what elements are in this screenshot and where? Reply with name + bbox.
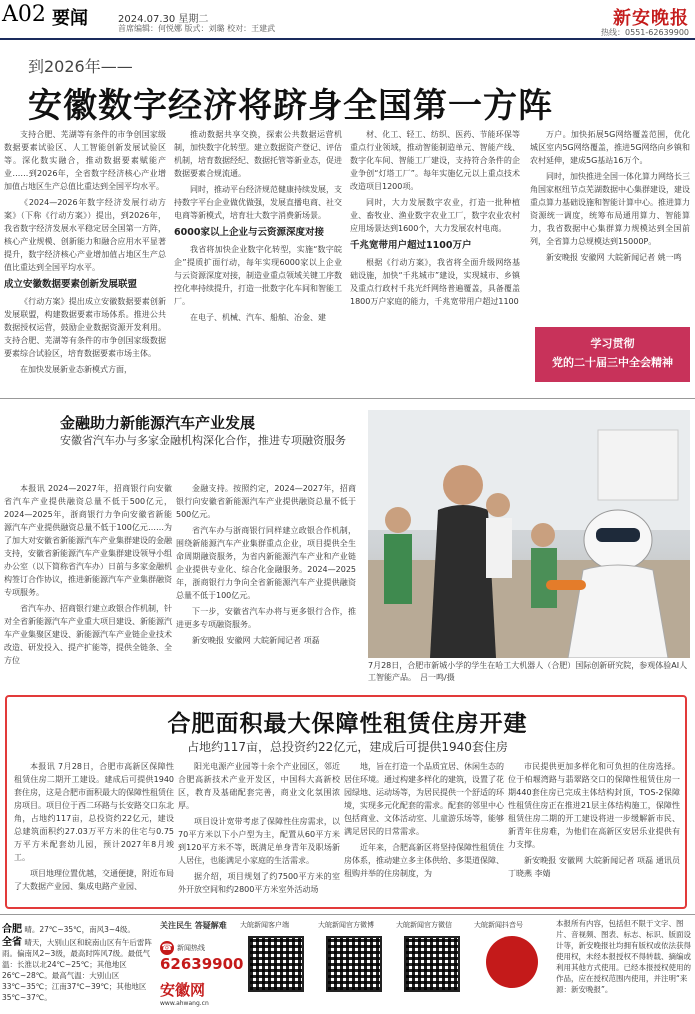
- paragraph: 地，旨在打造一个品质宜居、休闲生态的居住环境。通过构建多样化的建筑，设置了花园绿地、运动场等，为居民提供一个舒适的环境，实现多元化配套的需求。配套的邻里中心包括商业、文体活动室、儿童游乐场等，能够满足居民的日常需求。: [344, 762, 504, 836]
- qr-block-2: [318, 920, 394, 992]
- follow-text: 关注民生 答疑解难: [160, 921, 227, 930]
- paragraph: 项目地理位置优越，交通便捷，附近布局了大数据产业园、集成电路产业园、: [14, 869, 174, 891]
- byline: 新安晚报 安徽网 大皖新闻记者 项磊: [192, 636, 320, 645]
- hotline-number: 62639900: [160, 955, 244, 973]
- promo-banner: [535, 327, 690, 382]
- paragraph: 本报讯 7月28日，合肥市高新区保障性租赁住房二期开工建设。建成后可提供1940套住房，这是合肥市面积最大的保障性租赁住房项目。项目位于西二环路与长安路交口东北角，占地约117亩，总投资约22亿元，建设总建筑面积约27.03万平方米的住宅与0.75万平方米配套幼儿园，预计2027年8月竣工。: [14, 762, 174, 862]
- weather-city-hefei: 合肥: [2, 924, 22, 935]
- brand-url: www.ahwang.cn: [160, 1000, 209, 1007]
- header-rule: [0, 38, 695, 40]
- story1-kicker: 到2026年——: [28, 57, 133, 76]
- qr-block-4: [474, 920, 554, 988]
- paragraph: 万户。加快拓展5G网络覆盖范围，优化城区室内5G网络覆盖，推进5G网络向乡镇和农村延伸，建成5G基站16万个。: [530, 130, 690, 165]
- story3-column-2: [178, 760, 340, 905]
- paragraph: 《2024—2026年数字经济发展行动方案》（下称《行动方案》）提出，到2026年，我省数字经济发展水平稳定居全国第一方阵，核心产业规模、创新能力和融合应用水平显著提升，数字经济核心产业增加值占地区生产总值比重达到全国平均水平。: [4, 198, 166, 272]
- qr-code-icon: [248, 936, 304, 992]
- paragraph: 据介绍，项目规划了约7500平方米的室外开放空间和约2800平方米室外活动场: [178, 872, 340, 894]
- story3-column-3: [344, 760, 504, 905]
- news-photo: [368, 410, 690, 658]
- story2-column-2: [176, 482, 356, 686]
- paragraph: 下一步，安徽省汽车办将与更多银行合作，推进更多专项融资服务。: [176, 607, 356, 629]
- section-divider: [0, 398, 695, 399]
- hotline-label: 新闻热线: [177, 944, 205, 952]
- qr-code-icon: [326, 936, 382, 992]
- paragraph: 在加快发展新业态新模式方面，: [20, 365, 132, 374]
- story1-column-2: [174, 128, 342, 390]
- story1-subhead-3: 千兆宽带用户超过1100万户: [350, 240, 472, 251]
- paragraph: 市民提供更加多样化和可负担的住房选择。位于柏堰湾路与翡翠路交口的保障性租赁住房一期440套住房已完成主体结构封顶，TOS-2保障性租赁住房正在推进21层主体结构施工，保障性租赁住房二期的开工建设将进一步缓解新市民、新青年住房难，为他们在高新区安居乐业提供有力支撑。: [508, 762, 680, 849]
- page-number: A02: [2, 2, 46, 27]
- photo-caption: 7月28日，合肥市新城小学的学生在哈工大机器人（合肥）国际创新研究院，参观体验AI人工智能产品。 吕一鸣/摄: [368, 661, 688, 682]
- copyright-notice: 本报所有内容，包括但不限于文字、图片、音视频、图表、标志、标识、版面设计等，新安晚报社均拥有版权或依法获得使用权，未经本报授权不得转载、摘编或利用其他方式使用。已经本报授权使用的作品，应在授权范围内使用，并注明“来源：新安晚报”。: [556, 919, 691, 994]
- qr-label-2: 大皖新闻官方微博: [318, 921, 374, 929]
- promo-line-2: 党的二十届三中全会精神: [552, 356, 673, 369]
- story1-column-4: [530, 128, 690, 324]
- paragraph: 根据《行动方案》，我省将全面升级网络基础设施，加快“千兆城市”建设，实现城市、乡镇及重点行政村千兆光纤网络普遍覆盖，具备覆盖1800万户家庭的能力，千兆宽带用户超过1100: [350, 258, 520, 306]
- story2-headline: 金融助力新能源汽车产业发展: [60, 414, 256, 432]
- robot-and-children-illustration: [368, 410, 690, 658]
- promo-line-1: 学习贯彻: [590, 337, 635, 350]
- section-title: 要闻: [52, 8, 88, 29]
- qr-label-4: 大皖新闻抖音号: [474, 921, 523, 929]
- paragraph: 我省将加快企业数字化转型，实施“数字皖企”提质扩面行动，每年实现6000家以上企业与云资源深度对接，制造业重点领域关键工序数控化率持续提升，打造一批数字化车间和智能工厂。: [174, 245, 342, 306]
- paragraph: 在电子、机械、汽车、船舶、冶金、建: [190, 313, 326, 322]
- story1-headline: 安徽数字经济将跻身全国第一方阵: [28, 86, 553, 126]
- paragraph: 支持合肥、芜湖等有条件的市争创国家级数据要素试验区、人工智能创新发展试验区等。深化数实融合，推动数据要素赋能产业……到2026年，全省数字经济核心产业增加值占地区生产总值比重达到全国平均水平。: [4, 130, 166, 191]
- paragraph: 项目设计宽带考虑了保障性住房需求，以70平方米以下小户型为主，配置从60平方米到120平方米不等，既满足单身青年及职场新人居住，也能满足小家庭的生活需求。: [178, 817, 340, 865]
- mascot-logo-icon: [486, 936, 538, 988]
- qr-code-icon: [404, 936, 460, 992]
- newspaper-logo: 新安晚报: [613, 8, 689, 29]
- qr-block-3: [396, 920, 472, 992]
- paragraph: 省汽车办、招商银行建立政银合作机制，针对全省新能源汽车产业重大项目建设、新能源汽车产业集聚区建设、新能源汽车产业链企业技术改造、研发投入、提产扩能等，提供全链条、全方位: [4, 604, 172, 665]
- page-header: [0, 0, 695, 40]
- weather-city-province: 全省: [2, 937, 22, 948]
- story3-column-1: [14, 760, 174, 905]
- story3-column-4: [508, 760, 680, 905]
- story2-subhead: 安徽省汽车办与多家金融机构深化合作，推进专项融资服务: [60, 434, 346, 447]
- story1-column-1: [4, 128, 166, 390]
- paragraph: 本报讯 2024—2027年，招商银行向安徽省汽车产业提供融资总量不低于500亿元，2024—2025年，浙商银行力争向安徽省新能源汽车产业提供融资总量不低于100亿元……为了加大对安徽省新能源汽车产业集群建设的金融支持，安徽省新能源汽车产业集群建设领导小组办公室（以下简称省汽车办）日前与多家金融机构签订合作协议，推进新能源汽车产业集群融资专项服务。: [4, 484, 172, 597]
- story1-column-3: [350, 128, 520, 390]
- paragraph: 阳光电源产业园等十余个产业园区，邻近合肥高新技术产业开发区，中国科大高新校区，教育及基础配套完善，商业文化氛围浓厚。: [178, 762, 340, 810]
- date-line: 2024.07.30 星期二: [118, 14, 209, 25]
- weather-hefei: 晴。27℃~35℃，南风3~4级。: [24, 925, 135, 934]
- paragraph: 同时，大力发展数字农业，打造一批种植业、畜牧业、渔业数字农业工厂，数字农业农村应用场景达到1600个，大力发展农村电商。: [350, 198, 520, 233]
- paragraph: 省汽车办与浙商银行同样建立政银合作机制，围绕新能源汽车产业集群重点企业，项目提供全生命周期融资服务，为省内新能源汽车产业和产业链企业提供专业化、综合化金融服务。2024—2025年，浙商银行力争向全省新能源汽车产业提供融资总量不低于100亿元。: [176, 526, 356, 600]
- paragraph: 金融支持。按照约定，2024—2027年，招商银行向安徽省新能源汽车产业提供融资总量不低于500亿元。: [176, 484, 356, 519]
- paragraph: 《行动方案》提出成立安徽数据要素创新发展联盟，构建数据要素市场体系。推进公共数据授权运营，鼓励企业数据资源开发利用。支持合肥、芜湖等有条件的市争创国家级数据要素综合试验区，培育数据要素市场主体。: [4, 297, 166, 358]
- qr-label-1: 大皖新闻客户端: [240, 921, 289, 929]
- paragraph: 近年来，合肥高新区将坚持保障性租赁住房体系，推动建立多主体供给、多渠道保障、租购并举的住房制度，为: [344, 843, 504, 878]
- weather-province: 晴天，大别山区和皖南山区有午后雷阵雨。偏南风2~3级，最高时阵风7级。最低气温：长淮以北24℃~25℃；其他地区26℃~28℃。最高气温：大别山区33℃~35℃；江南37℃~39℃；其他地区35℃~37℃。: [2, 938, 152, 1002]
- hotline-text: 热线：0551-62639900: [601, 28, 689, 37]
- story1-subhead-1: 成立安徽数据要素创新发展联盟: [4, 279, 138, 290]
- story1-subhead-2: 6000家以上企业与云资源深度对接: [174, 227, 324, 238]
- hotline-block: [160, 920, 244, 1007]
- paragraph: 材、化工、轻工、纺织、医药、节能环保等重点行业领域，推动智能制造单元、智能产线、数字化车间、智能工厂建设，支持符合条件的企业争创“灯塔工厂”。每年实施亿元以上重点技术改造项目1200项。: [350, 130, 520, 191]
- paragraph: 同时，加快推进全国一体化算力网络长三角国家枢纽节点芜湖数据中心集群建设，建设重点算力基础设施和智能计算中心。推进算力资源统一调度，统筹布局通用算力、智能算力，我省数据中心集群算力规模达到全国前列，全省算力总规模达到15000P。: [530, 172, 690, 246]
- story2-column-1: [4, 482, 172, 686]
- byline: 新安晚报 安徽网 大皖新闻记者 项磊 通讯员 丁晓燕 李婧: [508, 856, 680, 878]
- editors-line: 首席编辑：何悦娜 版式：刘璐 校对：王建武: [118, 24, 276, 33]
- story3-subhead: 占地约117亩，总投资约22亿元，建成后可提供1940套住房: [187, 740, 508, 754]
- brand-logo: 安徽网: [160, 981, 206, 999]
- qr-label-3: 大皖新闻官方微信: [396, 921, 452, 929]
- paragraph: 同时，推动平台经济规范健康持续发展，支持数字平台企业做优做强，发展直播电商、社交电商等新模式，培育壮大数字消费新场景。: [174, 185, 342, 220]
- paragraph: 推动数据共享交换，探索公共数据运营机制，加快数字化转型。建立数据资产登记、评估机制，培育数据经纪、数据托管等新业态，促进数据要素合规流通。: [174, 130, 342, 178]
- weather-block: [2, 924, 152, 1003]
- story3-headline: 合肥面积最大保障性租赁住房开建: [167, 711, 528, 737]
- qr-block-1: [240, 920, 316, 992]
- phone-icon: ☎: [161, 943, 173, 953]
- byline: 新安晚报 安徽网 大皖新闻记者 姚一鸣: [546, 253, 682, 262]
